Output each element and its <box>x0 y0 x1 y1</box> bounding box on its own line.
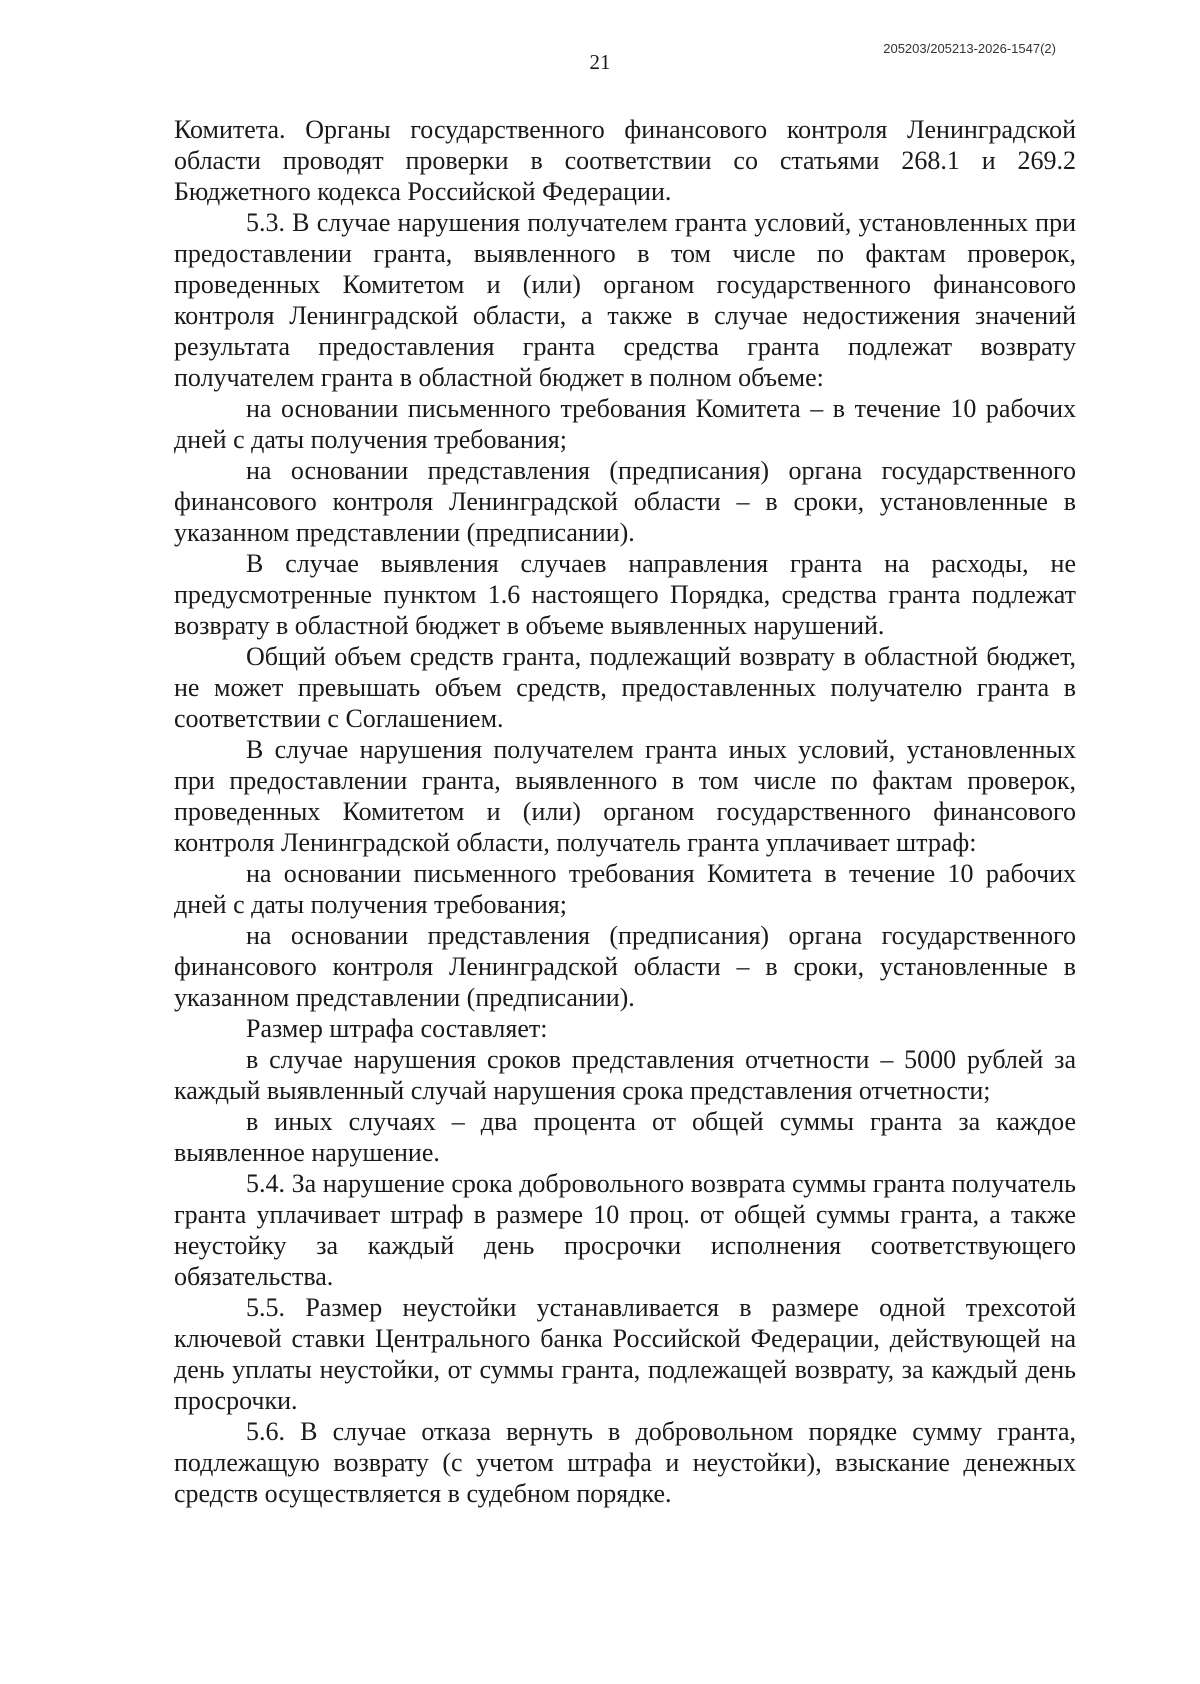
document-code: 205203/205213-2026-1547(2) <box>883 41 1056 56</box>
paragraph-5-5: 5.5. Размер неустойки устанавливается в размере одной трехсотой ключевой ставки Центрального банка Российской Федерации, действующей на день уплаты неустойки, от суммы гранта, подлежащей возврату, за каждый день просрочки. <box>174 1293 1076 1415</box>
paragraph-other-cases-fine: в иных случаях – два процента от общей суммы гранта за каждое выявленное нарушение. <box>174 1107 1076 1167</box>
paragraph-reporting-fine: в случае нарушения сроков представления отчетности – 5000 рублей за каждый выявленный случай нарушения срока представления отчетности; <box>174 1045 1076 1105</box>
paragraph-fine-size: Размер штрафа составляет: <box>246 1014 548 1043</box>
document-body <box>174 114 1076 1509</box>
paragraph-other-violations: В случае нарушения получателем гранта иных условий, установленных при предоставлении гранта, выявленного в том числе по фактам проверок, проведенных Комитетом и (или) органом государственного финансового контроля Ленинградской области, получатель гранта уплачивает штраф: <box>174 735 1076 857</box>
paragraph-misuse: В случае выявления случаев направления гранта на расходы, не предусмотренные пунктом 1.6 настоящего Порядка, средства гранта подлежат возврату в областной бюджет в объеме выявленных нарушений. <box>174 549 1076 640</box>
paragraph-written-demand-fine: на основании письменного требования Комитета в течение 10 рабочих дней с даты получения требования; <box>174 859 1076 919</box>
paragraph-representation: на основании представления (предписания) органа государственного финансового контроля Ленинградской области – в сроки, установленные в указанном представлении (предписании). <box>174 456 1076 547</box>
paragraph-written-demand: на основании письменного требования Комитета – в течение 10 рабочих дней с даты получения требования; <box>174 394 1076 454</box>
paragraph-5-6: 5.6. В случае отказа вернуть в добровольном порядке сумму гранта, подлежащую возврату (с учетом штрафа и неустойки), взыскание денежных средств осуществляется в судебном порядке. <box>174 1417 1076 1508</box>
paragraph-5-4: 5.4. За нарушение срока добровольного возврата суммы гранта получатель гранта уплачивает штраф в размере 10 проц. от общей суммы гранта, а также неустойку за каждый день просрочки исполнения соответствующего обязательства. <box>174 1169 1076 1291</box>
page-number: 21 <box>589 50 611 74</box>
paragraph-total-volume: Общий объем средств гранта, подлежащий возврату в областной бюджет, не может превышать объем средств, предоставленных получателю гранта в соответствии с Соглашением. <box>174 642 1076 733</box>
paragraph-representation-fine: на основании представления (предписания) органа государственного финансового контроля Ленинградской области – в сроки, установленные в указанном представлении (предписании). <box>174 921 1076 1012</box>
paragraph-5-3: 5.3. В случае нарушения получателем гранта условий, установленных при предоставлении гранта, выявленного в том числе по фактам проверок, проведенных Комитетом и (или) органом государственного финансового контроля Ленинградской области, а также в случае недостижения значений результата предоставления гранта средства гранта подлежат возврату получателем гранта в областной бюджет в полном объеме: <box>174 208 1076 392</box>
paragraph-continuation: Комитета. Органы государственного финансового контроля Ленинградской области проводят проверки в соответствии со статьями 268.1 и 269.2 Бюджетного кодекса Российской Федерации. <box>174 115 1076 206</box>
